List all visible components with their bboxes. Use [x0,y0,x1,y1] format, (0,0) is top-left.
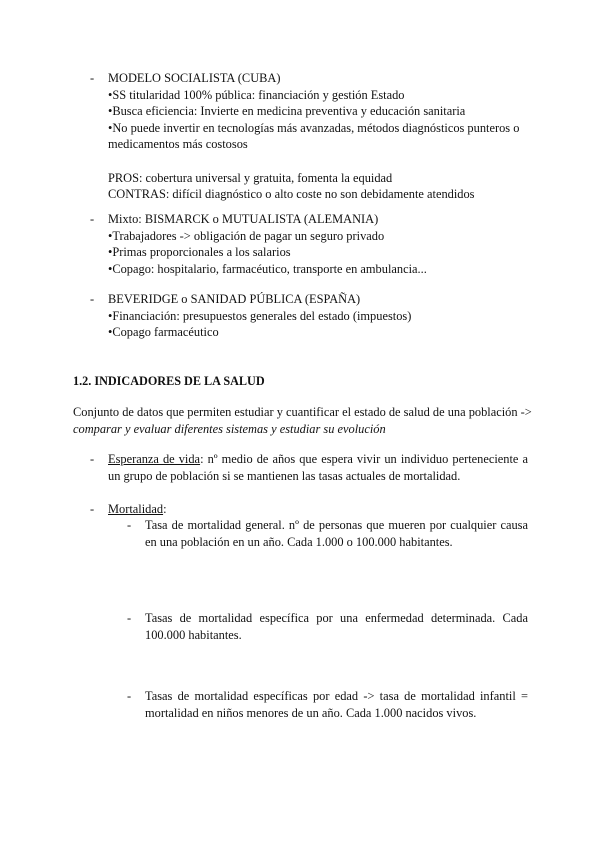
model-title: Mixto: BISMARCK o MUTUALISTA (ALEMANIA) [108,212,379,226]
model-beveridge [0,291,600,341]
model-title: MODELO SOCIALISTA (CUBA) [108,71,281,85]
intro-paragraph [73,404,533,437]
sub-item-text: Tasa de mortalidad general. nº de personas que mueren por cualquier causa en una población en un año. Cada 1.000 o 100.000 habitantes. [145,518,528,549]
mortalidad-label: Mortalidad [108,502,164,516]
bullet-dash: - [90,502,95,516]
model-line: •SS titularidad 100% pública: financiación y gestión Estado [108,87,405,102]
model-line: •Copago: hospitalario, farmacéutico, transporte en ambulancia... [108,261,427,276]
model-line: •Primas proporcionales a los salarios [108,245,291,260]
bullet-dash: - [127,611,132,625]
indicator-esperanza [0,451,600,484]
model-line: •Trabajadores -> obligación de pagar un seguro privado [108,228,385,243]
model-line: •Financiación: presupuestos generales del estado (impuestos) [108,308,412,323]
model-line: •Busca eficiencia: Invierte en medicina preventiva y educación sanitaria [108,104,466,119]
bullet-dash: - [127,689,132,703]
section-heading: 1.2. INDICADORES DE LA SALUD [73,374,265,388]
bullet-dash: - [127,518,132,532]
bullet-dash: - [90,292,95,306]
esperanza-text: : nº medio de años que espera vivir un individuo perteneciente a un grupo de población si se mantienen las tasas actuales de mortalidad. [108,452,528,483]
indicator-mortalidad [0,501,600,518]
sub-item [0,517,600,550]
model-socialista [0,70,600,203]
intro-italic: comparar y evaluar diferentes sistemas y estudiar su evolución [73,421,386,436]
bullet-dash: - [90,452,95,466]
intro-text: Conjunto de datos que permiten estudiar y cuantificar el estado de salud de una población -> [73,405,532,419]
sub-item [0,688,600,721]
bullet-dash: - [90,71,95,85]
model-line: •Copago farmacéutico [108,325,219,340]
esperanza-label: Esperanza de vida [108,452,201,466]
sub-item [0,610,600,643]
model-pros: PROS: cobertura universal y gratuita, fomenta la equidad [108,170,393,185]
mortalidad-colon: : [163,502,167,516]
model-contras: CONTRAS: difícil diagnóstico o alto coste no son debidamente atendidos [108,187,475,202]
model-bismarck [0,211,600,277]
model-line: •No puede invertir en tecnologías más avanzadas, métodos diagnósticos punteros o medicamentos más costosos [108,120,520,152]
model-title: BEVERIDGE o SANIDAD PÚBLICA (ESPAÑA) [108,292,361,306]
sub-item-text: Tasas de mortalidad específica por una enfermedad determinada. Cada 100.000 habitantes. [145,611,528,642]
bullet-dash: - [90,212,95,226]
sub-item-text: Tasas de mortalidad específicas por edad -> tasa de mortalidad infantil = mortalidad en niños menores de un año. Cada 1.000 nacidos vivos. [145,689,528,720]
